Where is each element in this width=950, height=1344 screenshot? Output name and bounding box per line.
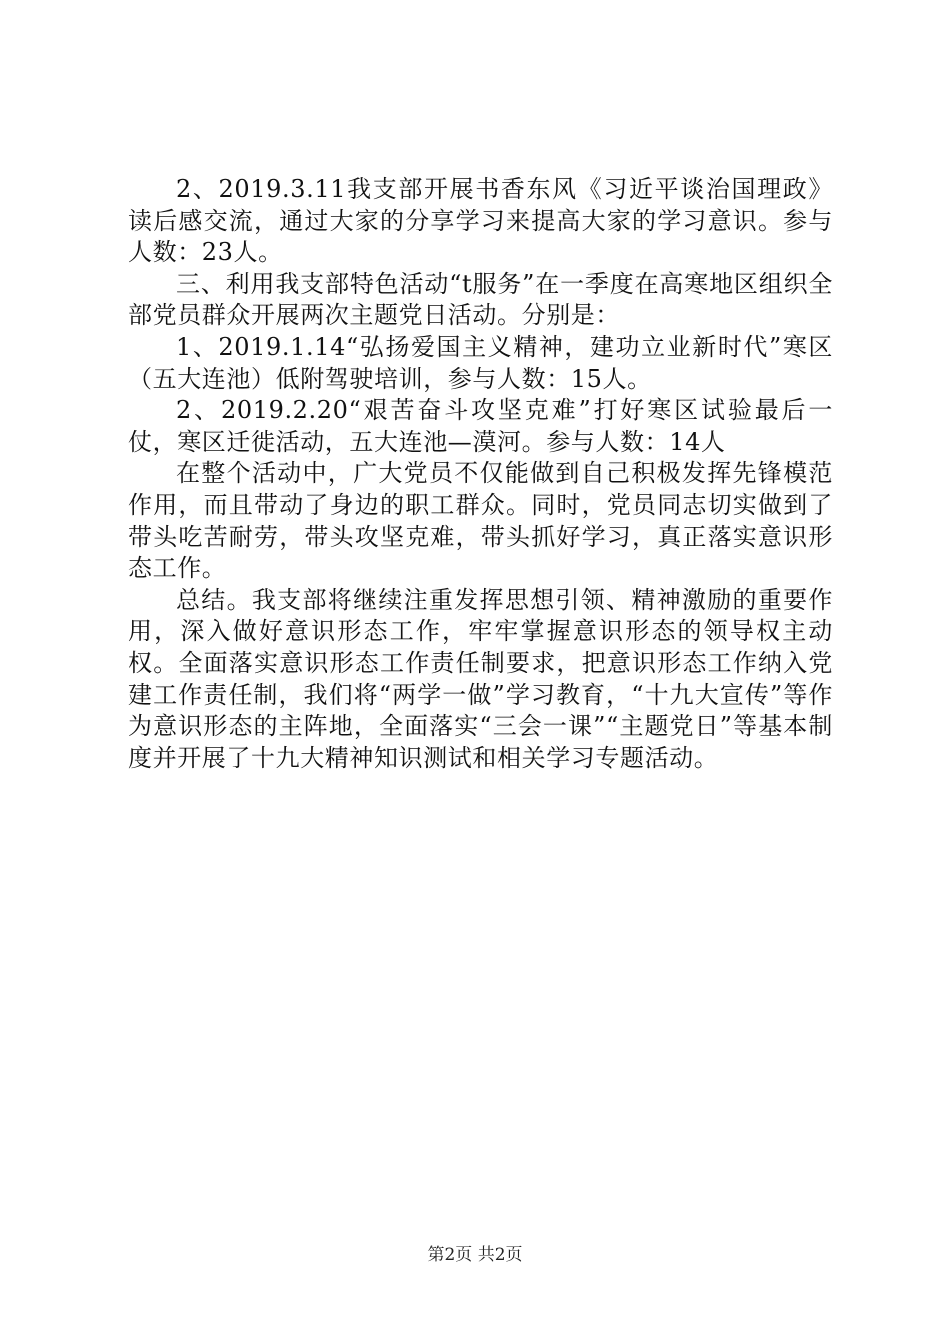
- paragraph-section-three: 三、利用我支部特色活动“t服务”在一季度在高寒地区组织全部党员群众开展两次主题党日活动。分别是：: [128, 269, 833, 330]
- paragraph-activity-two: 2、2019.2.20“艰苦奋斗攻坚克难”打好寒区试验最后一仗，寒区迁徙活动，五大连池—漠河。参与人数：14人: [128, 396, 833, 456]
- paragraph-reading-exchange: 2、2019.3.11我支部开展书香东风《习近平谈治国理政》读后感交流，通过大家的分享学习来提高大家的学习意识。参与人数：23人。: [128, 175, 833, 267]
- document-body: [128, 174, 833, 774]
- paragraph-activity-summary: 在整个活动中，广大党员不仅能做到自己积极发挥先锋模范作用，而且带动了身边的职工群众。同时，党员同志切实做到了带头吃苦耐劳，带头攻坚克难，带头抓好学习，真正落实意识形态工作。: [128, 459, 833, 583]
- paragraph-conclusion: 总结。我支部将继续注重发挥思想引领、精神激励的重要作用，深入做好意识形态工作，牢牢掌握意识形态的领导权主动权。全面落实意识形态工作责任制要求，把意识形态工作纳入党建工作责任制，我们将“两学一做”学习教育，“十九大宣传”等作为意识形态的主阵地，全面落实“三会一课”“主题党日”等基本制度并开展了十九大精神知识测试和相关学习专题活动。: [128, 585, 833, 772]
- page-number-footer: 第2页 共2页: [427, 1245, 523, 1265]
- paragraph-activity-one: 1、2019.1.14“弘扬爱国主义精神，建功立业新时代”寒区（五大连池）低附驾驶培训，参与人数：15人。: [128, 332, 833, 393]
